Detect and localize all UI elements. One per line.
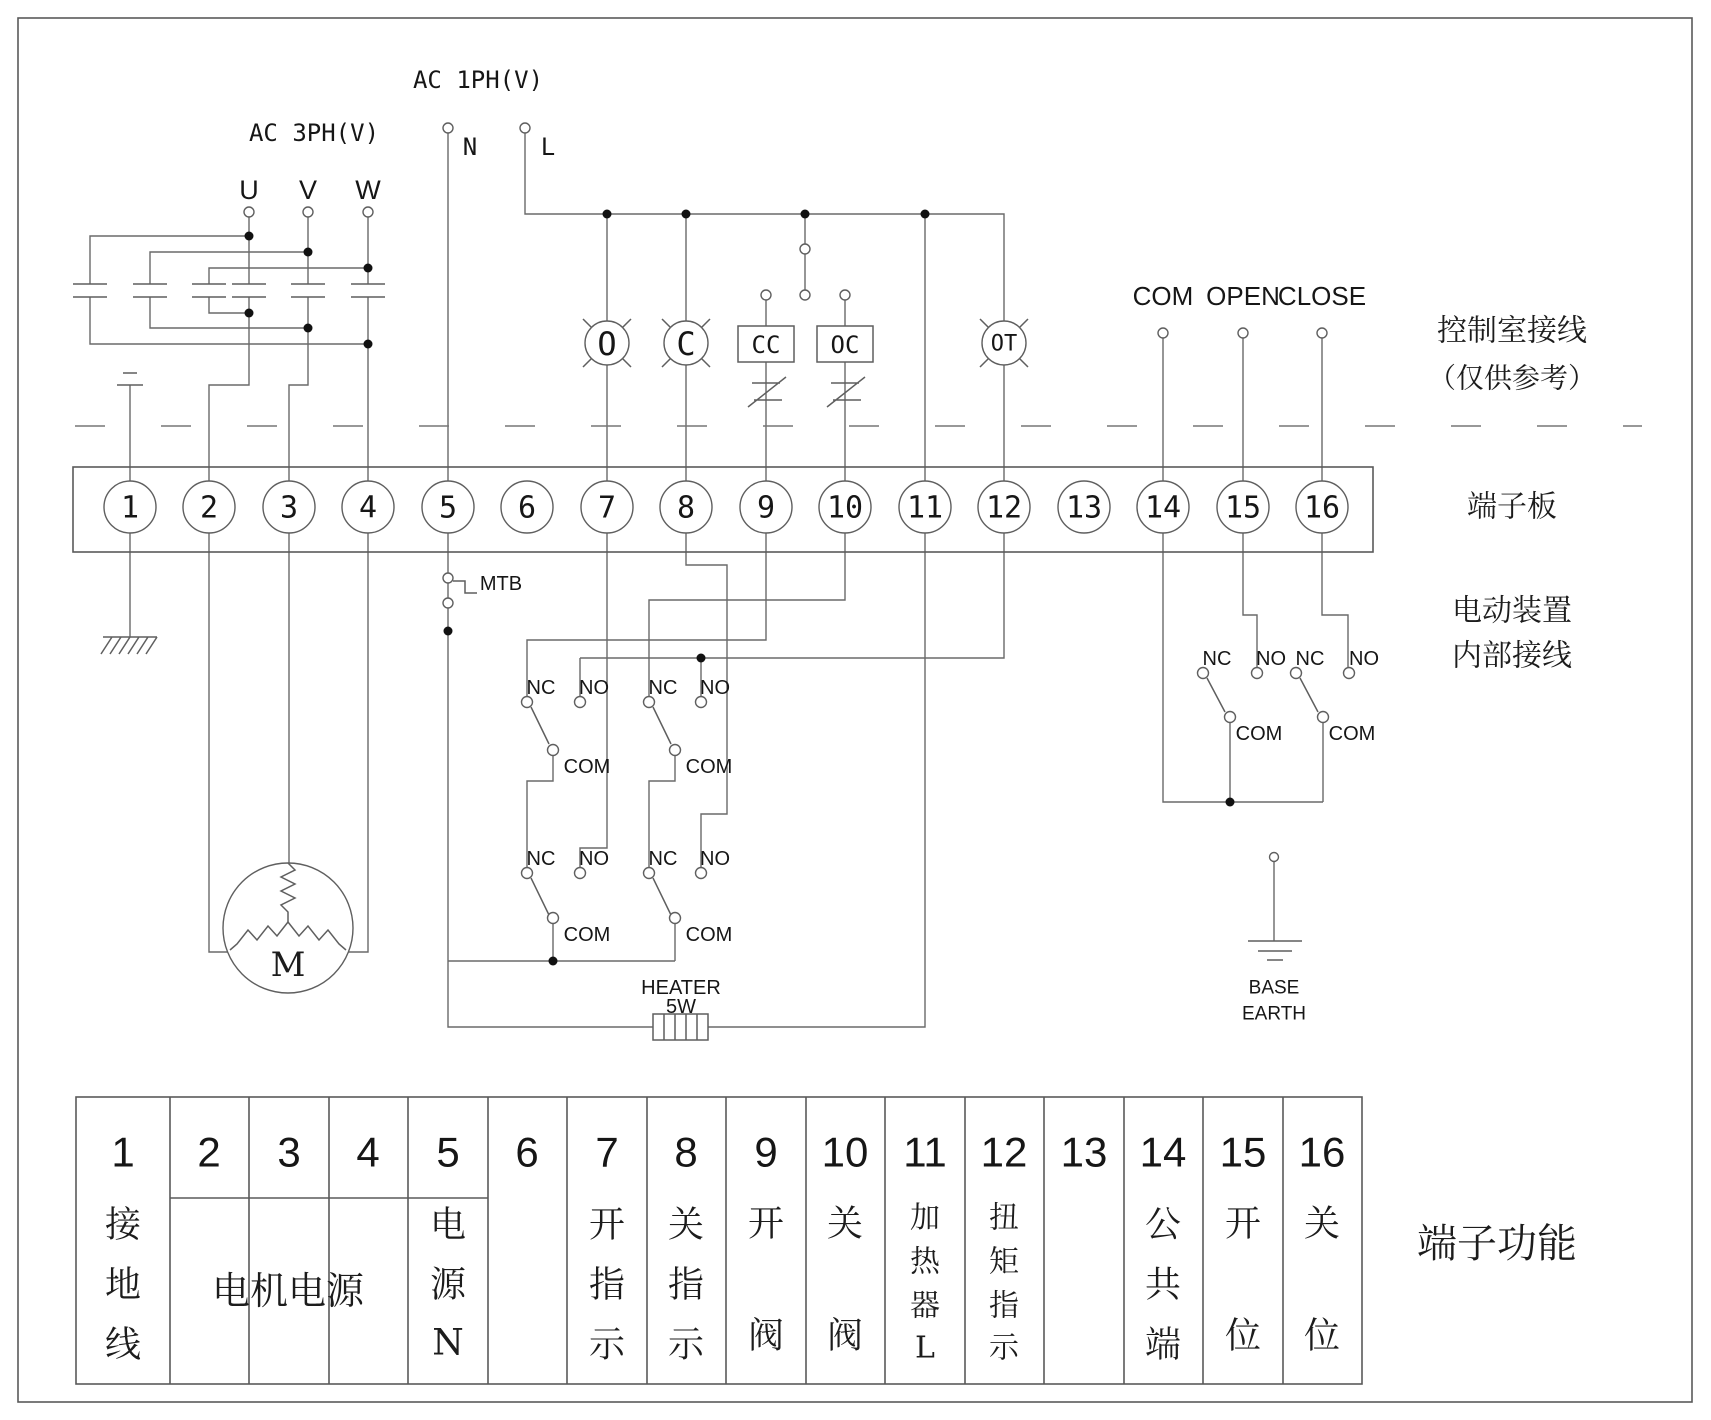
close-coil-letters: CC — [751, 331, 781, 359]
com-contact-circle — [670, 913, 681, 924]
table-cell-char: 器 — [910, 1288, 940, 1324]
pushbutton-terminal-circle — [800, 290, 810, 300]
com-label: COM — [1235, 723, 1283, 745]
terminal-number: 6 — [517, 490, 537, 526]
no-label: NO — [700, 848, 730, 870]
remote-com-label: COM — [1132, 281, 1194, 311]
base-earth-icon — [1248, 941, 1302, 960]
table-motor-power-cell: 电机电源 — [211, 1269, 365, 1313]
remote-close-label: CLOSE — [1277, 281, 1367, 311]
table-cell-char: 地 — [104, 1264, 142, 1306]
ac-3ph-label: AC 3PH(V) — [248, 119, 380, 147]
table-cell-char: 接 — [104, 1204, 142, 1246]
table-cell-char: 位 — [1303, 1315, 1341, 1357]
open-coil-letters: OC — [830, 331, 860, 359]
table-cell-char: 关 — [1303, 1203, 1341, 1245]
junction-dot — [603, 210, 612, 219]
open-lamp-letter: O — [597, 325, 617, 363]
table-cell-char: 阀 — [826, 1315, 864, 1357]
com-contact-circle — [1318, 712, 1329, 723]
close-indicator-lamp — [662, 319, 710, 367]
junction-dot — [245, 309, 254, 318]
torque-indicator-lamp — [980, 319, 1028, 367]
table-cell-char: 阀 — [747, 1315, 785, 1357]
com-contact-circle — [548, 745, 559, 756]
terminal-number: 12 — [985, 490, 1023, 526]
nc-label: NC — [1295, 648, 1325, 670]
table-cell-char: L — [915, 1330, 935, 1366]
no-label: NO — [1349, 648, 1379, 670]
terminal-number: 2 — [199, 490, 219, 526]
note-internal-2: 内部接线 — [1452, 638, 1572, 674]
torque-contact-icon — [748, 377, 786, 407]
note-control-room-2: （仅供参考） — [1427, 361, 1597, 395]
table-cell-char: 示 — [588, 1324, 626, 1366]
mtb-thermal-switch — [443, 573, 522, 608]
mtb-bracket-icon — [453, 581, 477, 593]
table-number: 16 — [1298, 1128, 1346, 1176]
no-label: NO — [579, 848, 609, 870]
junction-dot — [549, 957, 558, 966]
phase-w-label: W — [355, 175, 381, 205]
base-earth-terminal-circle — [1270, 853, 1279, 862]
table-number: 8 — [674, 1128, 698, 1176]
table-cell-char: 开 — [747, 1203, 785, 1245]
junction-dot — [801, 210, 810, 219]
phase-v-label: V — [298, 175, 318, 205]
junction-dot — [682, 210, 691, 219]
base-earth-label-2: EARTH — [1241, 1003, 1307, 1025]
close-lamp-letter: C — [676, 325, 696, 363]
com-label: COM — [563, 924, 611, 946]
table-number: 3 — [277, 1128, 301, 1176]
terminal-number: 1 — [120, 490, 140, 526]
table-number: 2 — [197, 1128, 221, 1176]
mtb-label: MTB — [479, 573, 523, 595]
coil-terminal-circle — [840, 290, 850, 300]
terminal-number: 7 — [597, 490, 617, 526]
table-number: 10 — [821, 1128, 869, 1176]
no-label: NO — [700, 677, 730, 699]
table-cell-char: 示 — [989, 1330, 1019, 1366]
terminal-number: 8 — [676, 490, 696, 526]
com-contact-circle — [548, 913, 559, 924]
remote-close-terminal-circle — [1317, 328, 1327, 338]
line-label: L — [540, 133, 556, 161]
phase-u-terminal-circle — [244, 207, 254, 217]
table-number: 14 — [1139, 1128, 1187, 1176]
table-cell-char: 矩 — [989, 1244, 1019, 1280]
torque-contact-icon — [827, 377, 865, 407]
heater-label-2: 5W — [666, 996, 696, 1018]
nc-label: NC — [648, 848, 678, 870]
open-indicator-lamp — [583, 319, 631, 367]
terminal-number: 15 — [1224, 490, 1262, 526]
motor-symbol — [223, 863, 353, 993]
com-label: COM — [685, 756, 733, 778]
table-number: 15 — [1219, 1128, 1267, 1176]
terminal-number: 11 — [906, 490, 944, 526]
table-cell-char: 扭 — [989, 1200, 1019, 1236]
no-label: NO — [1256, 648, 1286, 670]
phase-w-terminal-circle — [363, 207, 373, 217]
table-cell-char: N — [432, 1322, 464, 1364]
note-terminal-function: 端子功能 — [1417, 1221, 1577, 1267]
table-number: 1 — [111, 1128, 135, 1176]
table-number: 9 — [754, 1128, 778, 1176]
table-cell-char: 指 — [667, 1264, 705, 1306]
com-contact-circle — [1225, 712, 1236, 723]
remote-com-terminal-circle — [1158, 328, 1168, 338]
table-number: 11 — [903, 1128, 947, 1176]
terminal-number: 10 — [826, 490, 864, 526]
table-cell-char: 公 — [1144, 1204, 1182, 1246]
table-cell-char: 线 — [104, 1324, 142, 1366]
table-cell-char: 开 — [1224, 1203, 1262, 1245]
junction-dots — [245, 210, 1235, 966]
terminal-number: 16 — [1303, 490, 1341, 526]
base-earth-label-1: BASE — [1248, 977, 1300, 999]
neutral-terminal-circle — [443, 123, 453, 133]
table-number: 7 — [595, 1128, 619, 1176]
table-cell-char: 位 — [1224, 1315, 1262, 1357]
table-cell-char: 热 — [910, 1244, 940, 1280]
junction-dot — [364, 264, 373, 273]
table-cell-char: 示 — [667, 1324, 705, 1366]
note-terminal-board: 端子板 — [1467, 489, 1557, 525]
neutral-label: N — [462, 133, 478, 161]
com-contact-circle — [670, 745, 681, 756]
table-cell-char: 电 — [429, 1204, 467, 1246]
junction-dot — [304, 324, 313, 333]
nc-label: NC — [1202, 648, 1232, 670]
line-terminal-circle — [520, 123, 530, 133]
pushbutton-terminal-circle — [800, 244, 810, 254]
terminal-number: 13 — [1065, 490, 1103, 526]
terminal-function-table — [76, 1097, 1362, 1384]
no-label: NO — [579, 677, 609, 699]
remote-open-label: OPEN — [1206, 281, 1280, 311]
table-cell-char: 关 — [667, 1204, 705, 1246]
capacitor-plates — [73, 284, 385, 297]
mtb-contact-circle — [443, 573, 453, 583]
table-cell-char: 指 — [588, 1264, 626, 1306]
junction-dot — [697, 654, 706, 663]
heater-symbol — [641, 977, 721, 1040]
table-cell-char: 开 — [588, 1204, 626, 1246]
note-internal-1: 电动装置 — [1452, 593, 1572, 629]
ac-1ph-label: AC 1PH(V) — [412, 66, 544, 94]
mtb-contact-circle — [443, 598, 453, 608]
phase-v-terminal-circle — [303, 207, 313, 217]
table-number: 13 — [1060, 1128, 1108, 1176]
junction-dot — [364, 340, 373, 349]
table-number: 4 — [356, 1128, 380, 1176]
table-column-borders — [170, 1097, 1283, 1384]
junction-dot — [444, 627, 453, 636]
junction-dot — [1226, 798, 1235, 807]
com-label: COM — [685, 924, 733, 946]
terminal-number: 14 — [1144, 490, 1182, 526]
terminal-number: 5 — [438, 490, 458, 526]
table-cell-char: 源 — [429, 1264, 467, 1306]
table-cell-char: 关 — [826, 1203, 864, 1245]
limit-switches — [522, 648, 1380, 946]
com-label: COM — [1328, 723, 1376, 745]
nc-label: NC — [526, 848, 556, 870]
junction-dot — [921, 210, 930, 219]
junction-dot — [304, 248, 313, 257]
remote-open-terminal-circle — [1238, 328, 1248, 338]
nc-label: NC — [526, 677, 556, 699]
table-cell-char: 指 — [989, 1288, 1019, 1324]
nc-label: NC — [648, 677, 678, 699]
control-room-earth-icon — [117, 373, 143, 385]
phase-u-label: U — [239, 175, 259, 205]
table-number: 5 — [436, 1128, 460, 1176]
junction-dot — [245, 232, 254, 241]
heater-label-1: HEATER — [641, 977, 721, 999]
table-number: 6 — [515, 1128, 539, 1176]
torque-lamp-letters: OT — [990, 331, 1018, 357]
terminal-number: 9 — [756, 490, 776, 526]
terminal-number: 3 — [279, 490, 299, 526]
terminal-circles — [104, 481, 1348, 533]
table-cell-char: 共 — [1144, 1264, 1182, 1306]
motor-letter: M — [270, 945, 306, 985]
note-control-room-1: 控制室接线 — [1437, 313, 1587, 349]
table-cell-char: 端 — [1144, 1324, 1182, 1366]
terminal-number: 4 — [358, 490, 378, 526]
com-label: COM — [563, 756, 611, 778]
table-number: 12 — [980, 1128, 1028, 1176]
earth-ground-icon — [101, 637, 157, 654]
drawing-border — [18, 18, 1692, 1402]
table-cell-char: 加 — [910, 1200, 940, 1236]
coil-terminal-circle — [761, 290, 771, 300]
